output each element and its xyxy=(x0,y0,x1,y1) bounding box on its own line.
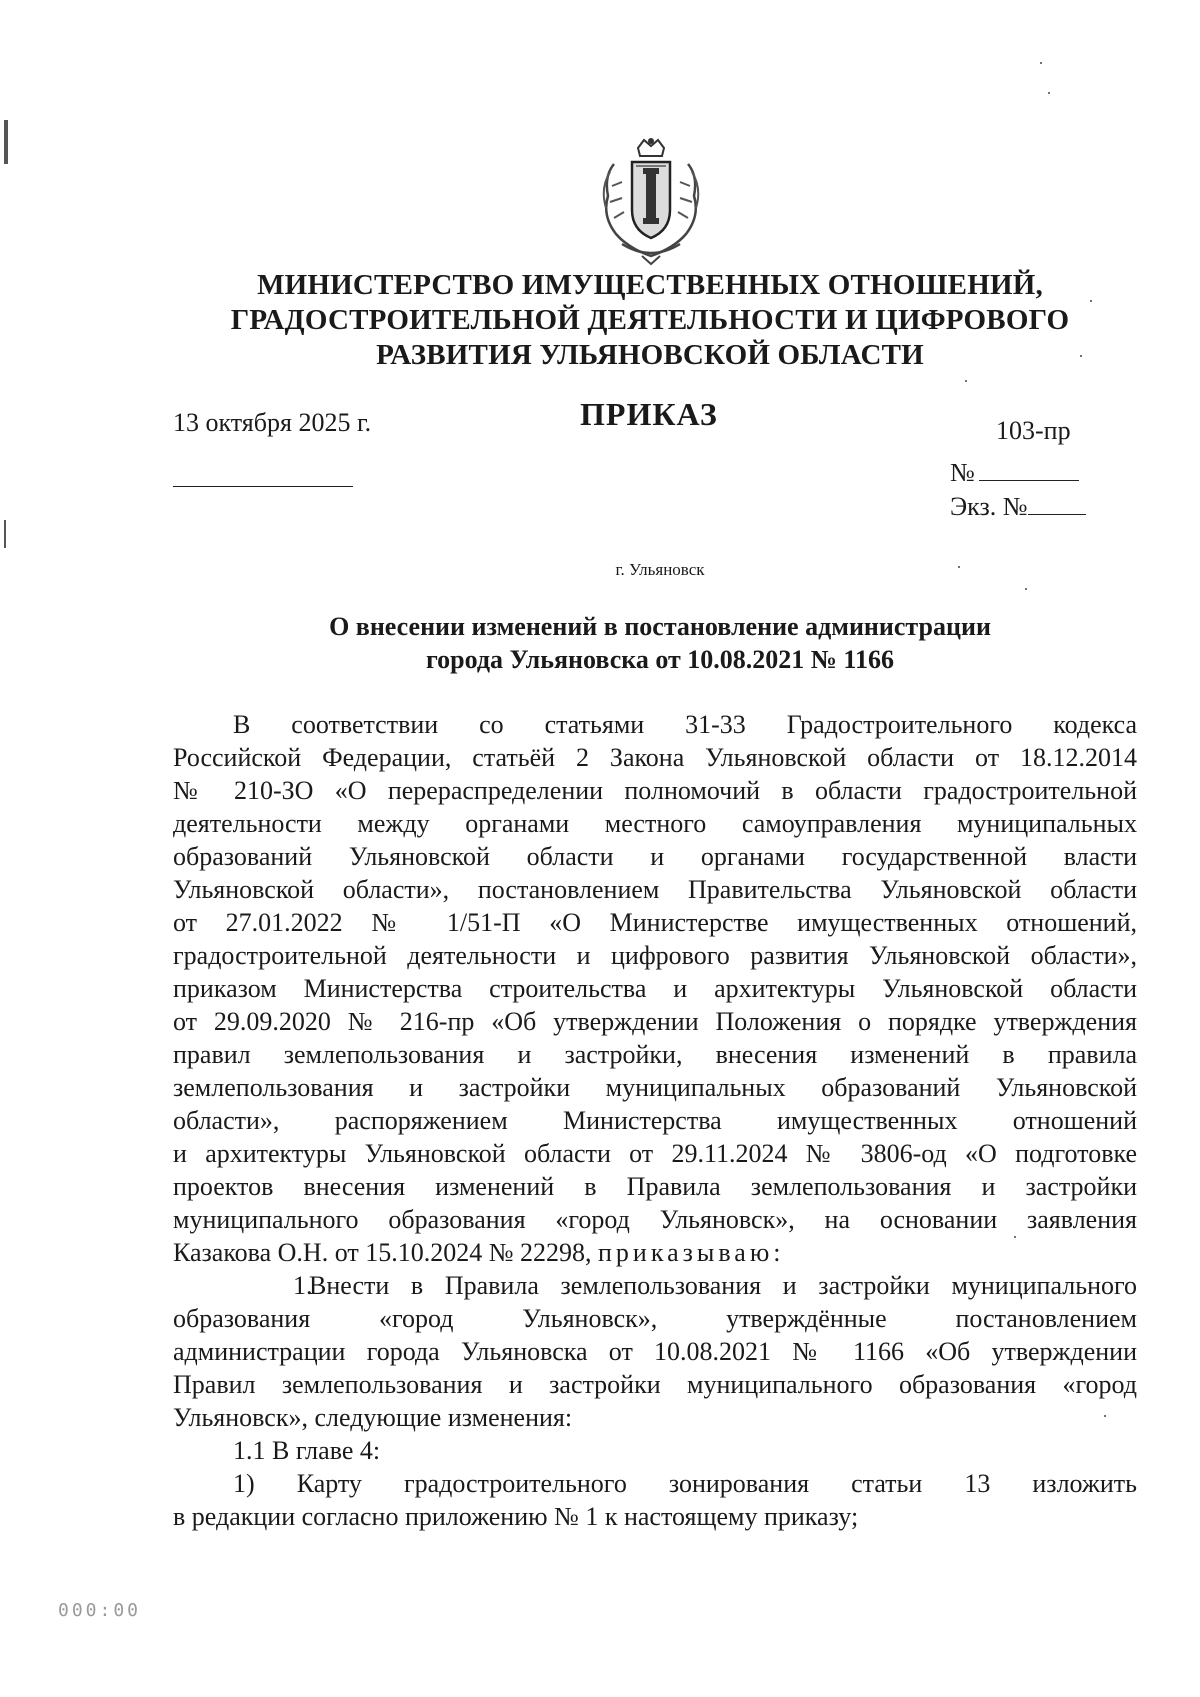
body-line: области», распоряжением Министерства имущественных отношений xyxy=(173,1106,1137,1135)
order-subject-line: города Ульяновска от 10.08.2021 № 1166 xyxy=(425,645,894,674)
body-line: Российской Федерации, статьёй 2 Закона Ульяновской области от 18.12.2014 xyxy=(173,743,1137,772)
body-line: образований Ульяновской области и органами государственной власти xyxy=(173,842,1137,871)
preamble-final: Казакова О.Н. от 15.10.2024 № 22298, xyxy=(173,1238,592,1267)
body-line: и архитектуры Ульяновской области от 29.11.2024 № 3806-од «О подготовке xyxy=(173,1139,1137,1168)
registration-number-blank xyxy=(979,458,1079,481)
document-type-title: ПРИКАЗ xyxy=(580,396,718,432)
body-line: № 210-ЗО «О перераспределении полномочий в области градостроительной xyxy=(173,776,1137,805)
order-subject xyxy=(200,610,1120,676)
registration-number-field xyxy=(950,458,1079,488)
scan-speck xyxy=(1080,355,1082,357)
body-line: проектов внесения изменений в Правила землепользования и застройки xyxy=(173,1172,1137,1201)
scan-speck xyxy=(1090,300,1092,302)
copy-number-label: Экз. № xyxy=(950,492,1028,521)
body-line-final xyxy=(173,1236,1137,1269)
order-subject-line: О внесении изменений в постановление администрации xyxy=(329,612,991,641)
scan-speck xyxy=(1048,92,1050,94)
body-line: муниципального образования «город Ульяновск», на основании заявления xyxy=(173,1205,1137,1234)
binding-mark xyxy=(4,120,8,164)
registration-number-label: № xyxy=(950,458,975,487)
scan-speck xyxy=(965,380,967,382)
city-name: г. Ульяновск xyxy=(615,560,705,579)
body-line: Ульяновской области», постановлением Правительства Ульяновской области xyxy=(173,875,1137,904)
item-1-line: Ульяновск», следующие изменения: xyxy=(173,1403,573,1432)
scan-speck xyxy=(1040,62,1042,64)
orders-word: приказываю: xyxy=(598,1238,785,1267)
ministry-name xyxy=(220,268,1080,373)
ministry-name-line: ГРАДОСТРОИТЕЛЬНОЙ ДЕЯТЕЛЬНОСТИ И ЦИФРОВОГО xyxy=(230,304,1070,336)
body-line: приказом Министерства строительства и архитектуры Ульяновской области xyxy=(173,974,1137,1003)
order-date: 13 октября 2025 г. xyxy=(173,408,372,437)
ministry-name-line: МИНИСТЕРСТВО ИМУЩЕСТВЕННЫХ ОТНОШЕНИЙ, xyxy=(257,269,1043,301)
body-line: градостроительной деятельности и цифрового развития Ульяновской области», xyxy=(173,941,1137,970)
body-line: землепользования и застройки муниципальных образований Ульяновской xyxy=(173,1073,1137,1102)
copy-number-field xyxy=(950,492,1086,522)
body-line: от 27.01.2022 № 1/51-П «О Министерстве имущественных отношений, xyxy=(173,908,1137,937)
blank-signature-line xyxy=(173,486,353,487)
item-1-text: Внести в Правила землепользования и застройки муниципального xyxy=(309,1271,1137,1300)
copy-number-blank xyxy=(1028,492,1086,515)
ministry-name-line: РАЗВИТИЯ УЛЬЯНОВСКОЙ ОБЛАСТИ xyxy=(376,339,924,371)
scan-speck xyxy=(1025,588,1027,590)
body-line: деятельности между органами местного самоуправления муниципальных xyxy=(173,809,1137,838)
coat-of-arms-emblem xyxy=(592,136,710,266)
body-line: от 29.09.2020 № 216-пр «Об утверждении Положения о порядке утверждения xyxy=(173,1007,1137,1036)
item-1-number: 1. xyxy=(293,1271,313,1300)
item-1-line: администрации города Ульяновска от 10.08.2021 № 1166 «Об утверждении xyxy=(173,1337,1137,1366)
item-1-line: образования «город Ульяновск», утверждённые постановлением xyxy=(173,1304,1137,1333)
subitem-1-line: в редакции согласно приложению № 1 к настоящему приказу; xyxy=(173,1502,859,1531)
order-body xyxy=(173,708,1137,1533)
subitem-1-line: 1) Карту градостроительного зонирования статьи 13 изложить xyxy=(233,1469,1137,1498)
item-1-1: 1.1 В главе 4: xyxy=(233,1436,381,1465)
order-number: 103-пр xyxy=(996,416,1071,445)
body-line: В соответствии со статьями 31-33 Градостроительного кодекса xyxy=(233,710,1137,739)
item-1-line: Правил землепользования и застройки муниципального образования «город xyxy=(173,1370,1137,1399)
binding-mark xyxy=(4,520,6,548)
body-line: правил землепользования и застройки, внесения изменений в правила xyxy=(173,1040,1137,1069)
page-stamp: 000:00 xyxy=(58,1600,142,1621)
item-1-line xyxy=(173,1269,1137,1302)
